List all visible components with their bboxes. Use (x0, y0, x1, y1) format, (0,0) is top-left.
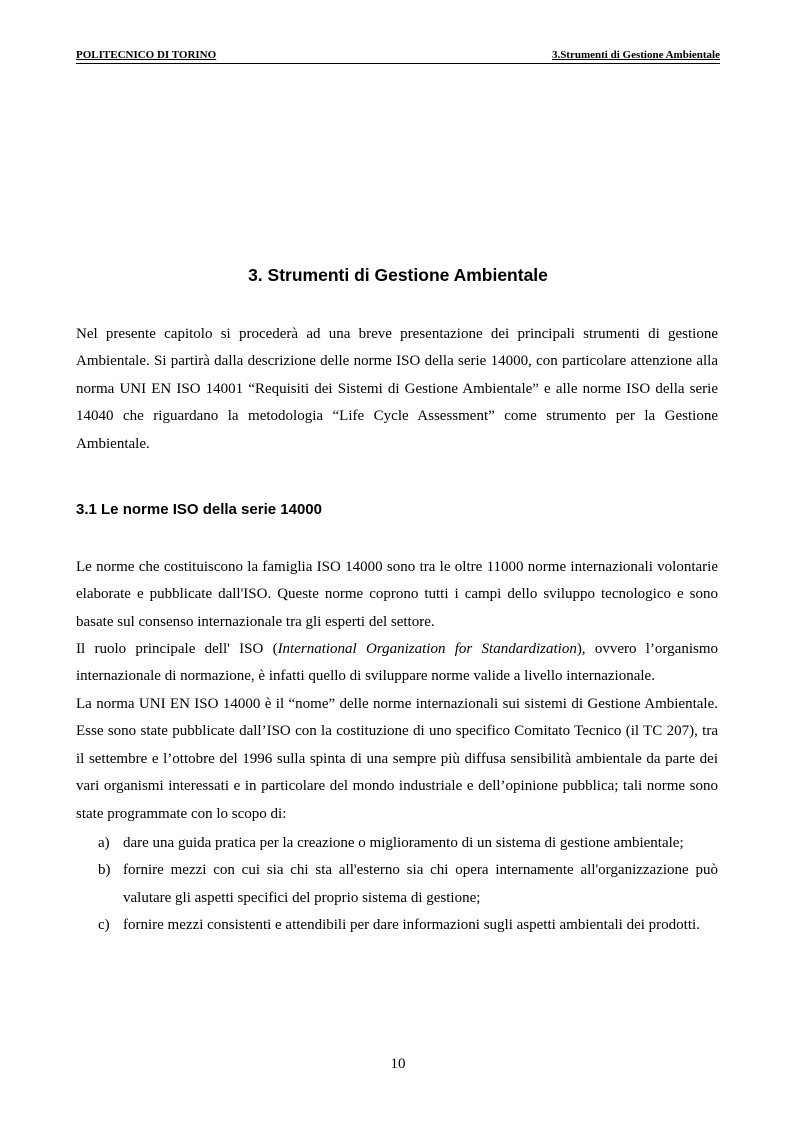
section-paragraph-3: La norma UNI EN ISO 14000 è il “nome” delle norme internazionali sui sistemi di Gestione Ambientale. Esse sono state pubblicate dall’ISO con la costituzione di uno specifico Comitato Tecnico (il TC 207), tra il settembre e l’ottobre del 1996 sulla spinta di una sempre più diffusa sensibilità ambientale da parte dei vari organismi interessati e in particolare del mondo industriale e dell’opinione pubblica; tali norme sono state programmate con lo scopo di: (76, 696, 718, 822)
list-item (76, 830, 718, 857)
chapter-title: 3. Strumenti di Gestione Ambientale (248, 265, 548, 285)
section-paragraph-1: Le norme che costituiscono la famiglia ISO 14000 sono tra le oltre 11000 norme internazionali volontarie elaborate e pubblicate dall'ISO. Queste norme coprono tutti i campi dello sviluppo tecnologico e sono basate sul consenso internazionale tra gli esperti del settore. (76, 559, 718, 630)
paragraph-2-italic: International Organization for Standardization (277, 641, 577, 657)
list-item (76, 857, 718, 912)
paragraph-2-end: ), ovvero l’organismo internazionale di normazione, è infatti quello di sviluppare norme valide a livello internazionale. (76, 641, 718, 685)
page-header (76, 49, 720, 64)
intro-paragraph: Nel presente capitolo si procederà ad una breve presentazione dei principali strumenti di gestione Ambientale. Si partirà dalla descrizione delle norme ISO della serie 14000, con particolare attenzione alla norma UNI EN ISO 14001 “Requisiti dei Sistemi di Gestione Ambientale” e alle norme ISO della serie 14040 che riguardano la metodologia “Life Cycle Assessment” come strumento per la Gestione Ambientale. (76, 326, 718, 452)
purpose-list (76, 830, 718, 940)
section-paragraph-2 (76, 636, 718, 691)
list-item (76, 912, 718, 939)
header-institution: POLITECNICO DI TORINO (76, 49, 217, 61)
list-item-text: dare una guida pratica per la creazione o miglioramento di un sistema di gestione ambientale; (123, 835, 684, 851)
list-marker: c) (98, 917, 110, 934)
list-marker: b) (98, 862, 111, 879)
paragraph-2-start: Il ruolo principale dell' ISO ( (76, 641, 278, 657)
header-chapter: 3.Strumenti di Gestione Ambientale (551, 49, 720, 61)
list-item-text: fornire mezzi con cui sia chi sta all'esterno sia chi opera internamente all'organizzazione può valutare gli aspetti specifici del proprio sistema di gestione; (123, 862, 718, 906)
section-title: 3.1 Le norme ISO della serie 14000 (76, 501, 322, 518)
page-number: 10 (390, 1056, 406, 1072)
list-item-text: fornire mezzi consistenti e attendibili per dare informazioni sugli aspetti ambientali dei prodotti. (123, 917, 700, 934)
list-marker: a) (98, 835, 110, 851)
